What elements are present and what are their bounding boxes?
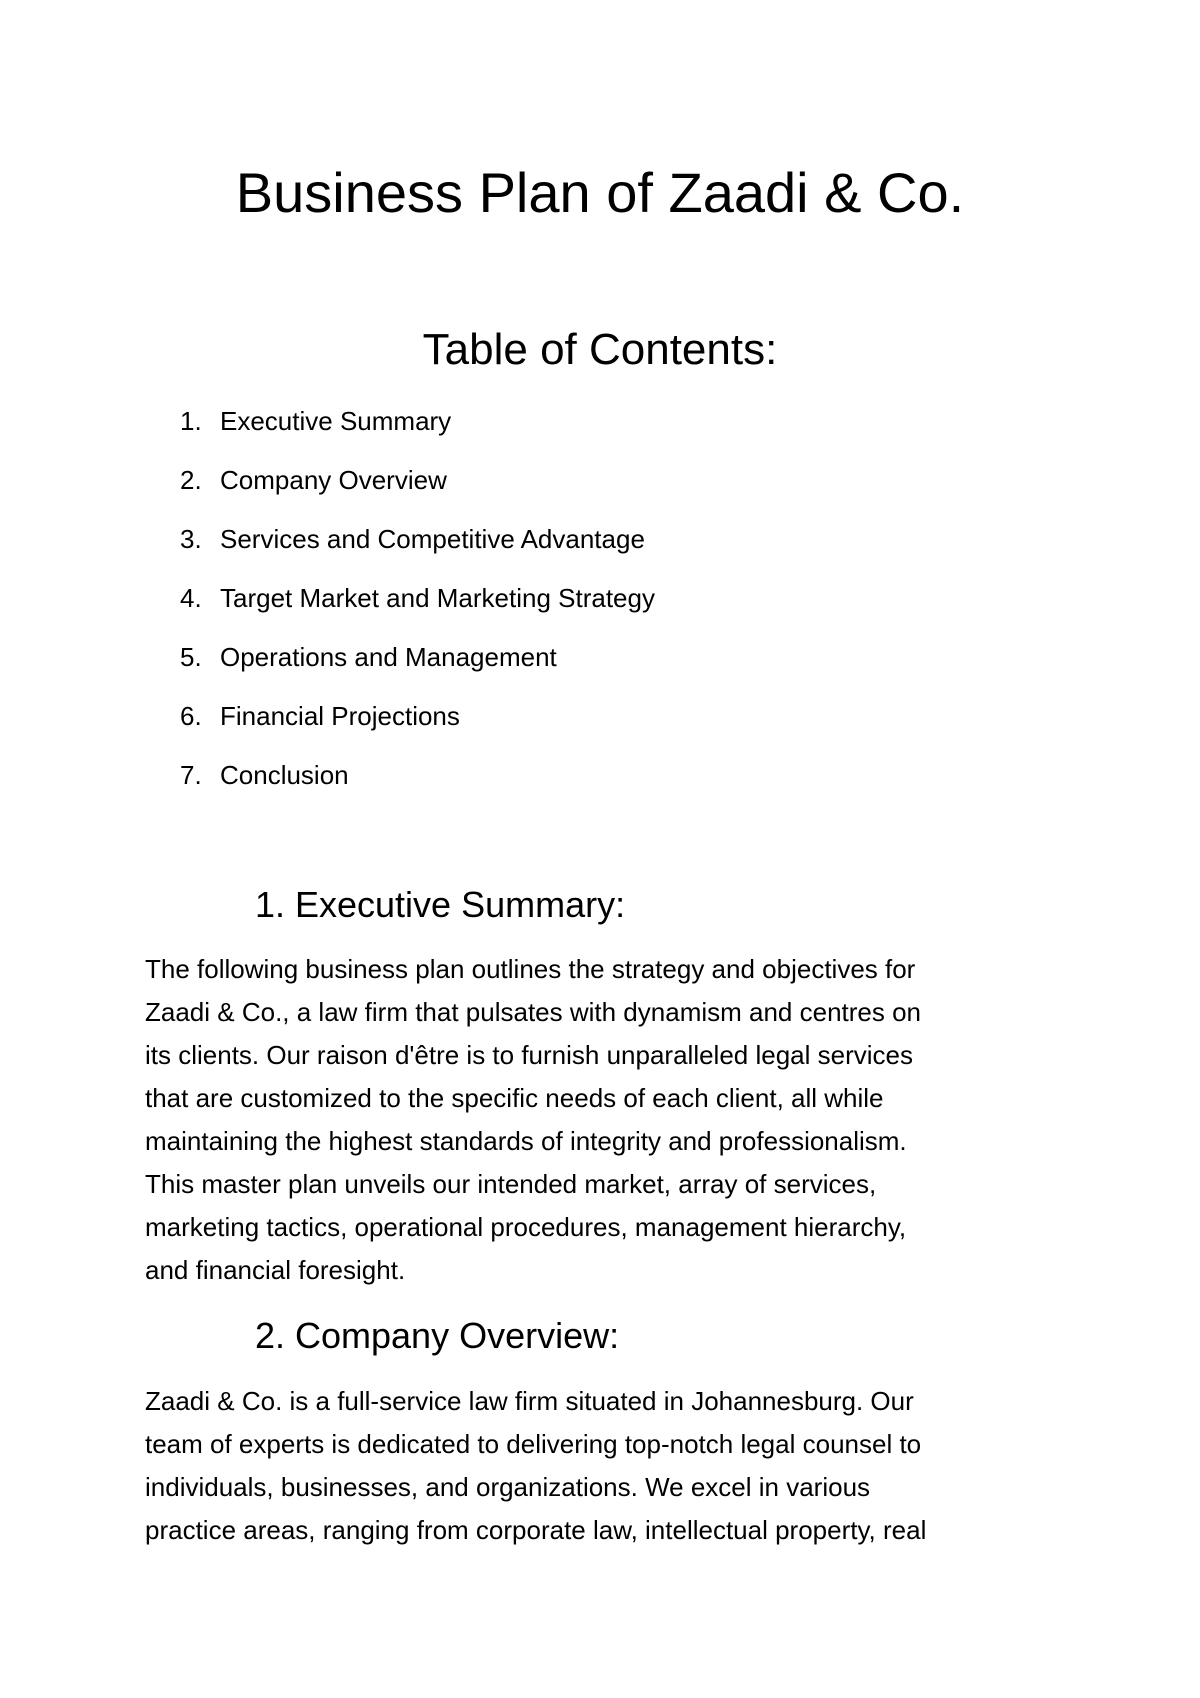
paragraph-line: that are customized to the specific needs of each client, all while (145, 1083, 884, 1113)
company-overview-paragraph (145, 1380, 1065, 1552)
toc-item-label: Target Market and Marketing Strategy (220, 583, 655, 613)
toc-item-label: Services and Competitive Advantage (220, 524, 645, 554)
paragraph-line: team of experts is dedicated to delivering top-notch legal counsel to (145, 1429, 922, 1459)
toc-item-operations (180, 640, 655, 699)
paragraph-line: practice areas, ranging from corporate law, intellectual property, real (145, 1515, 927, 1545)
section-number: 2. (255, 1315, 286, 1356)
table-of-contents (180, 404, 655, 817)
paragraph-line: individuals, businesses, and organizations. We excel in various (145, 1472, 871, 1502)
toc-item-number: 5. (180, 642, 202, 672)
paragraph-line: marketing tactics, operational procedures, management hierarchy, (145, 1212, 907, 1242)
paragraph-line: Zaadi & Co. is a full-service law firm situated in Johannesburg. Our (145, 1386, 914, 1416)
toc-item-number: 2. (180, 465, 202, 495)
toc-item-number: 7. (180, 760, 202, 790)
paragraph-line: maintaining the highest standards of integrity and professionalism. (145, 1126, 907, 1156)
toc-item-number: 4. (180, 583, 202, 613)
paragraph-line: The following business plan outlines the strategy and objectives for (145, 954, 916, 984)
section-title: Company Overview: (295, 1315, 620, 1356)
section-title: Executive Summary: (295, 884, 626, 925)
toc-item-services (180, 522, 655, 581)
toc-item-company-overview (180, 463, 655, 522)
toc-item-target-market (180, 581, 655, 640)
toc-item-label: Company Overview (220, 465, 447, 495)
toc-item-label: Financial Projections (220, 701, 460, 731)
toc-heading: Table of Contents: (422, 325, 778, 374)
paragraph-line: its clients. Our raison d'être is to furnish unparalleled legal services (145, 1040, 913, 1070)
paragraph-line: Zaadi & Co., a law firm that pulsates with dynamism and centres on (145, 997, 922, 1027)
toc-item-conclusion (180, 758, 655, 817)
executive-summary-paragraph (145, 948, 1065, 1292)
toc-item-financial-projections (180, 699, 655, 758)
section-heading-company-overview (255, 1313, 619, 1359)
toc-item-number: 6. (180, 701, 202, 731)
toc-item-label: Operations and Management (220, 642, 557, 672)
toc-item-executive-summary (180, 404, 655, 463)
toc-item-number: 3. (180, 524, 202, 554)
paragraph-line: This master plan unveils our intended market, array of services, (145, 1169, 877, 1199)
section-number: 1. (255, 884, 286, 925)
paragraph-line: and financial foresight. (145, 1255, 406, 1285)
section-heading-executive-summary (255, 882, 625, 928)
toc-item-label: Executive Summary (220, 406, 452, 436)
toc-item-label: Conclusion (220, 760, 349, 790)
toc-item-number: 1. (180, 406, 202, 436)
document-title: Business Plan of Zaadi & Co. (235, 161, 965, 224)
